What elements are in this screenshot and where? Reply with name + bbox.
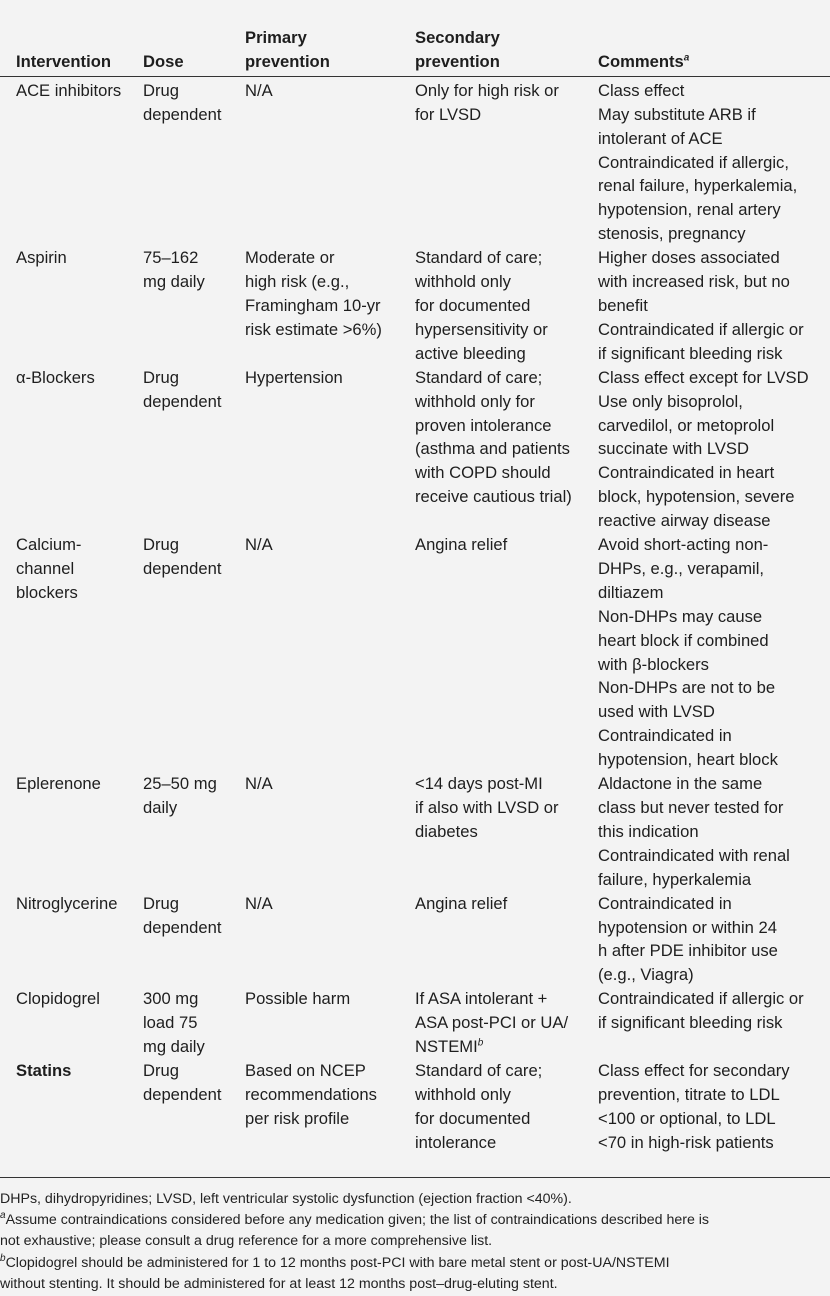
comments-cell-line: Contraindicated if allergic or	[598, 319, 804, 339]
primary-prevention-cell	[229, 892, 399, 988]
comments-cell-line: if significant bleeding risk	[598, 1013, 783, 1033]
primary-prevention-cell	[229, 246, 399, 366]
table-row	[0, 76, 830, 246]
comments-cell-line: used with LVSD	[598, 702, 715, 722]
primary-prevention-cell-line: N/A	[245, 774, 273, 794]
secondary-prevention-cell-line: if also with LVSD or	[415, 798, 559, 817]
primary-prevention-cell-line: Moderate or	[245, 248, 335, 268]
intervention-cell	[0, 892, 128, 988]
primary-prevention-cell-line: Framingham 10-yr	[245, 295, 381, 315]
intervention-name: Clopidogrel	[16, 989, 100, 1009]
dose-cell	[128, 76, 229, 246]
secondary-prevention-cell-line: If ASA intolerant +	[415, 989, 548, 1009]
dose-cell-line: dependent	[143, 104, 222, 124]
footnote-b-mark: b	[0, 1252, 6, 1264]
footnote-a-marker: a	[683, 52, 690, 64]
comments-cell-line: Class effect for secondary	[598, 1060, 790, 1080]
table-row	[0, 892, 830, 988]
intervention-cell	[0, 246, 128, 366]
secondary-prevention-cell-line: Standard of care;	[415, 367, 543, 387]
dose-cell	[128, 987, 229, 1059]
secondary-prevention-cell-line: intolerance	[415, 1132, 497, 1152]
primary-prevention-header-line: prevention	[245, 51, 330, 71]
secondary-prevention-cell	[399, 533, 582, 772]
dose-cell-line: 75–162	[143, 248, 199, 268]
primary-prevention-cell-line: Hypertension	[245, 367, 343, 387]
comments-cell	[582, 246, 830, 366]
dose-header-line: Dose	[143, 51, 184, 71]
table-row	[0, 366, 830, 533]
abbreviations-note: DHPs, dihydropyridines; LVSD, left ventricular systolic dysfunction (ejection fraction <40%).	[0, 1191, 572, 1207]
secondary-prevention-cell	[399, 246, 582, 366]
comments-cell	[582, 76, 830, 246]
dose-cell-line: dependent	[143, 391, 222, 411]
comments-cell-line: class but never tested for	[598, 798, 784, 817]
secondary-prevention-cell	[399, 772, 582, 892]
comments-cell-line: Contraindicated if allergic or	[598, 989, 804, 1009]
intervention-cell	[0, 987, 128, 1059]
comments-cell-line: May substitute ARB if	[598, 104, 756, 124]
footnote-a-mark: a	[0, 1210, 6, 1222]
secondary-prevention-cell-line: withhold only	[415, 1084, 511, 1104]
dose-cell	[128, 892, 229, 988]
primary-prevention-cell	[229, 1059, 399, 1155]
comments-cell-line: if significant bleeding risk	[598, 343, 783, 363]
comments-cell-line: Contraindicated in	[598, 726, 732, 746]
table-row	[0, 1059, 830, 1155]
comments-cell-line: Class effect except for LVSD	[598, 367, 809, 387]
comments-cell-line: with β-blockers	[598, 654, 709, 674]
comments-cell-line: carvedilol, or metoprolol	[598, 415, 775, 435]
secondary-prevention-cell-line: proven intolerance	[415, 415, 552, 435]
comments-cell-line: hypotension, heart block	[598, 750, 778, 770]
secondary-prevention-cell-line: for documented	[415, 295, 531, 315]
footnote-a-text: Assume contraindications considered before any medication given; the list of contraindications described here is	[5, 1212, 710, 1229]
footnote-b-marker: b	[477, 1037, 484, 1049]
footnote-b-continuation: without stenting. It should be administered for at least 12 months post–drug-eluting stent.	[0, 1275, 558, 1292]
secondary-prevention-cell-line: Angina relief	[415, 893, 508, 913]
primary-prevention-cell	[229, 772, 399, 892]
secondary-prevention-cell-line: Standard of care;	[415, 248, 543, 268]
intervention-name: Nitroglycerine	[16, 893, 118, 913]
primary-prevention-cell-line: N/A	[245, 893, 273, 913]
primary-prevention-cell	[229, 533, 399, 772]
comments-cell	[582, 533, 830, 772]
comments-cell-line: Non-DHPs are not to be	[598, 678, 776, 698]
table-bottom-rule	[0, 1177, 830, 1178]
secondary-prevention-cell-line: diabetes	[415, 821, 478, 841]
primary-prevention-cell	[229, 366, 399, 533]
comments-header-line: Comments	[598, 51, 684, 71]
intervention-header-line: Intervention	[16, 51, 111, 71]
comments-cell-line: succinate with LVSD	[598, 439, 749, 459]
dose-cell-line: daily	[143, 798, 178, 817]
secondary-prevention-cell-line: NSTEMI	[415, 1037, 478, 1057]
intervention-table	[0, 26, 830, 1155]
dose-cell-line: dependent	[143, 558, 222, 578]
dose-cell	[128, 533, 229, 772]
primary-prevention-cell-line: risk estimate >6%)	[245, 319, 382, 339]
secondary-prevention-cell-line: receive cautious trial)	[415, 487, 572, 507]
dose-cell	[128, 772, 229, 892]
secondary-prevention-cell-line: Only for high risk or	[415, 80, 559, 100]
comments-cell-line: Use only bisoprolol,	[598, 391, 743, 411]
comments-cell-line: with increased risk, but no	[598, 272, 790, 292]
comments-cell-line: Non-DHPs may cause	[598, 606, 763, 626]
secondary-prevention-cell-line: (asthma and patients	[415, 439, 570, 459]
table-header	[0, 26, 830, 76]
dose-cell-line: load 75	[143, 1013, 198, 1033]
comments-cell-line: h after PDE inhibitor use	[598, 941, 778, 961]
footnote-b-line	[0, 1253, 826, 1274]
secondary-prevention-cell	[399, 892, 582, 988]
primary-prevention-cell-line: high risk (e.g.,	[245, 272, 350, 292]
dose-cell	[128, 1059, 229, 1155]
primary-prevention-header-line: Primary	[245, 28, 307, 47]
comments-cell-line: failure, hyperkalemia	[598, 869, 752, 889]
dose-cell-line: dependent	[143, 1084, 222, 1104]
comments-cell-line: block, hypotension, severe	[598, 487, 795, 507]
dose-cell	[128, 366, 229, 533]
primary-prevention-cell	[229, 76, 399, 246]
comments-cell-line: Contraindicated in heart	[598, 463, 775, 483]
comments-cell-line: <100 or optional, to LDL	[598, 1108, 776, 1128]
comments-cell	[582, 772, 830, 892]
intervention-cell-line: channel	[16, 558, 75, 578]
comments-cell-line: renal failure, hyperkalemia,	[598, 176, 798, 196]
dose-cell-line: dependent	[143, 917, 222, 937]
comments-header	[582, 26, 830, 76]
secondary-prevention-cell-line: Angina relief	[415, 535, 508, 555]
secondary-prevention-cell-line: active bleeding	[415, 343, 526, 363]
dose-cell-line: 25–50 mg	[143, 774, 217, 794]
comments-cell-line: stenosis, pregnancy	[598, 224, 746, 244]
comments-cell	[582, 366, 830, 533]
dose-cell-line: Drug	[143, 1060, 179, 1080]
dose-cell-line: Drug	[143, 367, 179, 387]
dose-cell-line: 300 mg	[143, 989, 199, 1009]
comments-cell-line: <70 in high-risk patients	[598, 1132, 774, 1152]
comments-cell	[582, 1059, 830, 1155]
table-body	[0, 76, 830, 1154]
comments-cell-line: diltiazem	[598, 582, 664, 602]
primary-prevention-cell-line: per risk profile	[245, 1108, 350, 1128]
table-footnotes	[0, 1189, 826, 1295]
intervention-cell	[0, 76, 128, 246]
table-row	[0, 772, 830, 892]
secondary-prevention-cell-line: ASA post-PCI or UA/	[415, 1013, 569, 1033]
secondary-prevention-cell-line: for LVSD	[415, 104, 482, 124]
secondary-prevention-cell	[399, 1059, 582, 1155]
secondary-prevention-cell-line: Standard of care;	[415, 1060, 543, 1080]
secondary-prevention-header-line: prevention	[415, 51, 500, 71]
primary-prevention-cell-line: recommendations	[245, 1084, 377, 1104]
footnote-b-text: Clopidogrel should be administered for 1 to 12 months post-PCI with bare metal stent or post-UA/NSTEMI	[5, 1254, 670, 1271]
secondary-prevention-cell-line: for documented	[415, 1108, 531, 1128]
comments-cell-line: Avoid short-acting non-	[598, 535, 769, 555]
comments-cell-line: benefit	[598, 295, 648, 315]
secondary-prevention-cell-line: hypersensitivity or	[415, 319, 548, 339]
comments-cell-line: hypotension, renal artery	[598, 200, 781, 220]
dose-cell-line: Drug	[143, 80, 179, 100]
intervention-cell	[0, 772, 128, 892]
comments-cell-line: heart block if combined	[598, 630, 769, 650]
secondary-prevention-cell-line: withhold only for	[415, 391, 535, 411]
intervention-cell	[0, 533, 128, 772]
intervention-header	[0, 26, 128, 76]
intervention-name: Eplerenone	[16, 774, 101, 794]
intervention-cell	[0, 1059, 128, 1155]
comments-cell-line: prevention, titrate to LDL	[598, 1084, 780, 1104]
comments-cell-line: this indication	[598, 821, 699, 841]
comments-cell-line: Class effect	[598, 80, 685, 100]
comments-cell-line: reactive airway disease	[598, 511, 771, 531]
intervention-name: ACE inhibitors	[16, 80, 122, 100]
comments-cell-line: hypotension or within 24	[598, 917, 777, 937]
dose-cell-line: mg daily	[143, 1037, 205, 1057]
dose-header	[128, 26, 229, 76]
dose-cell-line: Drug	[143, 535, 179, 555]
primary-prevention-cell-line: N/A	[245, 535, 273, 555]
table-row	[0, 533, 830, 772]
comments-cell-line: Contraindicated if allergic,	[598, 152, 789, 172]
table-row	[0, 987, 830, 1059]
secondary-prevention-cell-line: <14 days post-MI	[415, 774, 543, 794]
secondary-prevention-cell	[399, 987, 582, 1059]
intervention-cell	[0, 366, 128, 533]
secondary-prevention-cell	[399, 366, 582, 533]
comments-cell	[582, 892, 830, 988]
comments-cell-line: (e.g., Viagra)	[598, 965, 694, 985]
comments-cell-line: Contraindicated in	[598, 893, 732, 913]
dose-cell-line: Drug	[143, 893, 179, 913]
primary-prevention-cell-line: N/A	[245, 80, 273, 100]
footnote-a-continuation: not exhaustive; please consult a drug reference for a more comprehensive list.	[0, 1233, 493, 1250]
comments-cell-line: Higher doses associated	[598, 248, 780, 268]
comments-cell-line: Contraindicated with renal	[598, 845, 790, 865]
comments-cell-line: DHPs, e.g., verapamil,	[598, 558, 764, 578]
intervention-name: α-Blockers	[16, 367, 95, 387]
primary-prevention-header	[229, 26, 399, 76]
intervention-cell-line: blockers	[16, 582, 78, 602]
primary-prevention-cell	[229, 987, 399, 1059]
comments-cell	[582, 987, 830, 1059]
dose-cell-line: mg daily	[143, 272, 205, 292]
header-row	[0, 26, 830, 76]
comments-cell-line: intolerant of ACE	[598, 128, 723, 148]
table-row	[0, 246, 830, 366]
secondary-prevention-cell-line: withhold only	[415, 272, 511, 292]
secondary-prevention-cell	[399, 76, 582, 246]
secondary-prevention-cell-line: with COPD should	[415, 463, 551, 483]
secondary-prevention-header-line: Secondary	[415, 28, 500, 47]
intervention-cell-line: Calcium-	[16, 535, 82, 555]
dose-cell	[128, 246, 229, 366]
intervention-name: Aspirin	[16, 248, 67, 268]
primary-prevention-cell-line: Based on NCEP	[245, 1060, 366, 1080]
intervention-name: Statins	[16, 1060, 72, 1080]
primary-prevention-cell-line: Possible harm	[245, 989, 351, 1009]
footnote-a-line	[0, 1210, 826, 1231]
secondary-prevention-header	[399, 26, 582, 76]
comments-cell-line: Aldactone in the same	[598, 774, 763, 794]
